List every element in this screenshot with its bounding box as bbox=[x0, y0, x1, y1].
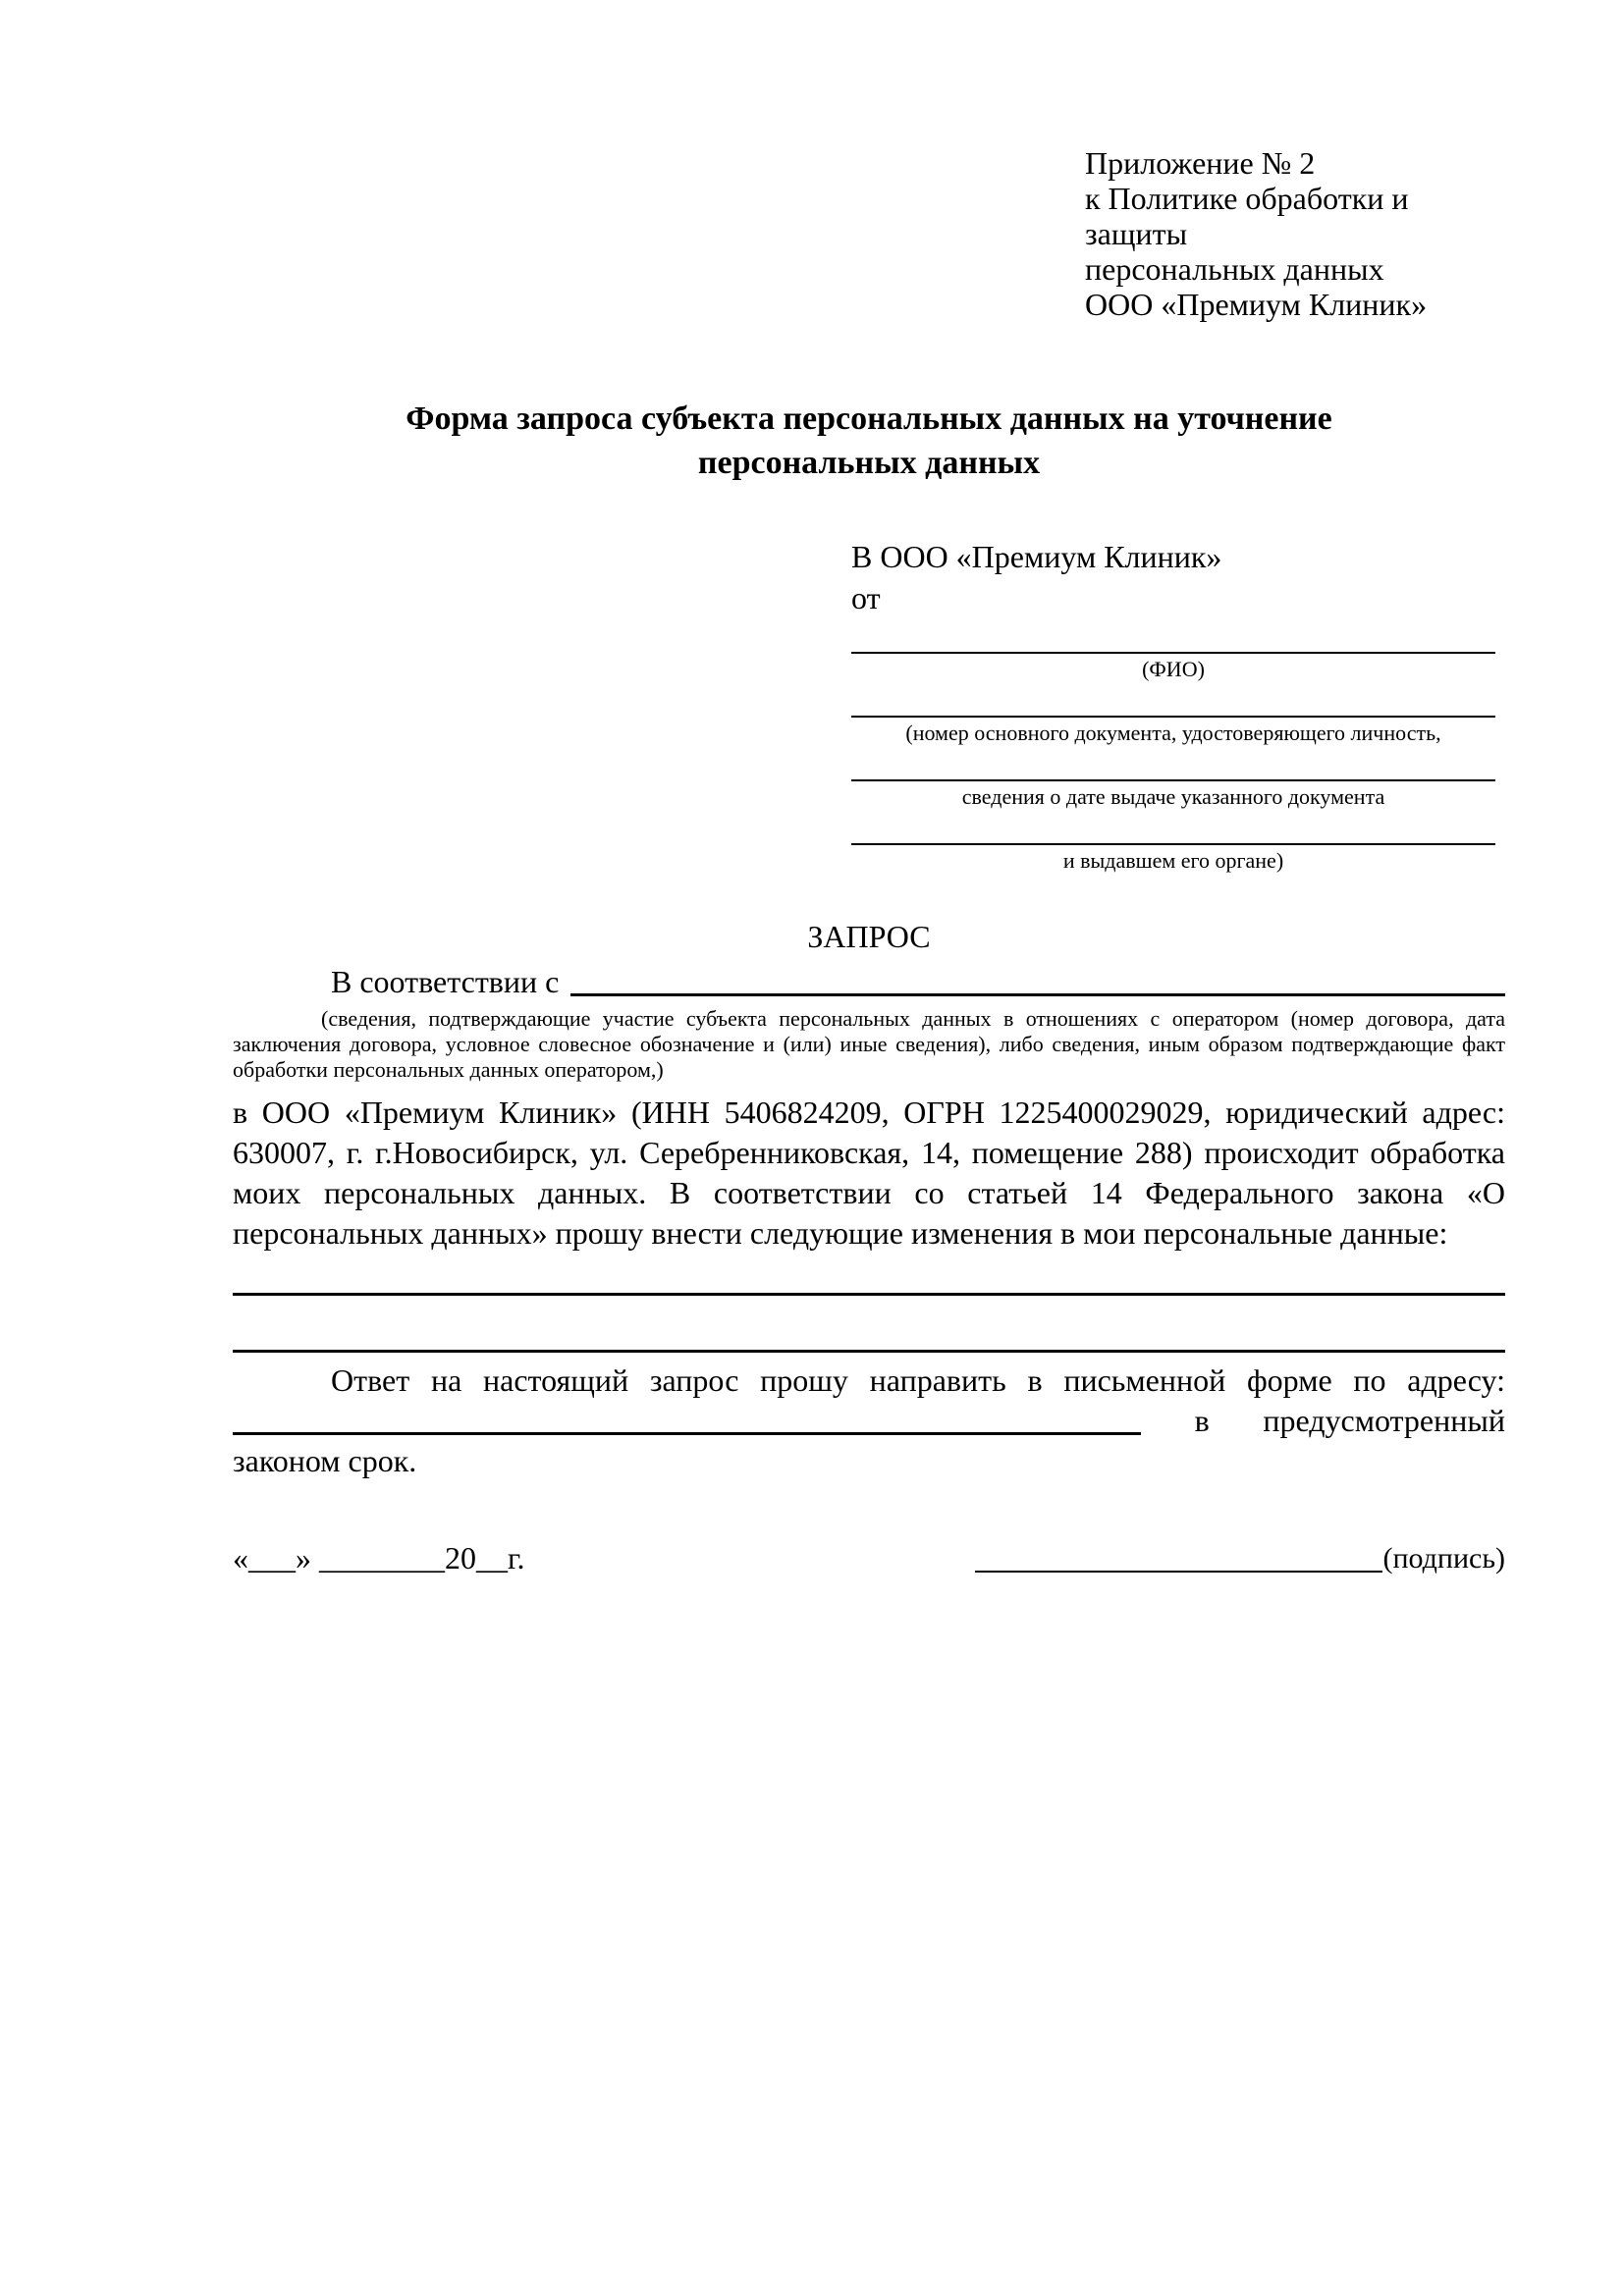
appendix-note bbox=[1085, 145, 1505, 322]
accordance-fine-print: (сведения, подтверждающие участие субъекта персональных данных в отношениях с оператором (номер договора, дата заключения договора, условное словесное обозначение и (или) иные сведения), либо сведения, иным образом подтверждающие факт обработки персональных данных оператором,) bbox=[233, 1006, 1505, 1082]
response-request-line: Ответ на настоящий запрос прошу направить в письменной форме по адресу: bbox=[331, 1362, 1505, 1398]
fio-caption: (ФИО) bbox=[1142, 657, 1205, 681]
form-title bbox=[233, 397, 1505, 485]
signature-group bbox=[975, 1538, 1505, 1578]
accordance-label: В соответствии с bbox=[331, 964, 560, 999]
appendix-line-3: персональных данных bbox=[1085, 251, 1384, 287]
accordance-row bbox=[233, 962, 1505, 1002]
addressee-block bbox=[851, 536, 1495, 874]
addressee-org: В ООО «Премиум Клиник» bbox=[851, 539, 1222, 574]
request-body-paragraph: в ООО «Премиум Клиник» (ИНН 5406824209, ОГРН 1225400029029, юридический адрес: 630007, г. г.Новосибирск, ул. Серебренниковская, 14, помещение 288) происходит обработка моих персональных данных. В соответствии со статьей 14 Федерального закона «О персональных данных» прошу внести следующие изменения в мои персональные данные: bbox=[233, 1095, 1505, 1251]
issuing-authority-field bbox=[851, 843, 1495, 874]
form-title-line-2: персональных данных bbox=[697, 445, 1041, 481]
response-term-line: законом срок. bbox=[233, 1443, 417, 1478]
date-template: «___» ________20__г. bbox=[233, 1540, 525, 1575]
changes-blank-block bbox=[233, 1293, 1505, 1353]
date-signature-row bbox=[233, 1538, 1505, 1578]
response-address-row bbox=[233, 1401, 1505, 1441]
issue-date-caption: сведения о дате выдаче указанного документа bbox=[961, 784, 1385, 809]
fio-field bbox=[851, 652, 1495, 682]
appendix-line-1: Приложение № 2 bbox=[1085, 145, 1316, 181]
changes-blank-line-2 bbox=[233, 1350, 1505, 1353]
appendix-line-2: к Политике обработки и защиты bbox=[1085, 181, 1409, 251]
changes-blank-line-1 bbox=[233, 1293, 1505, 1296]
issue-date-field bbox=[851, 779, 1495, 810]
document-number-caption: (номер основного документа, удостоверяющего личность, bbox=[905, 721, 1441, 745]
appendix-line-4: ООО «Премиум Клиник» bbox=[1085, 287, 1428, 322]
signature-caption: (подпись) bbox=[1382, 1542, 1505, 1575]
request-heading: ЗАПРОС bbox=[807, 919, 931, 954]
accordance-blank-line bbox=[570, 993, 1505, 996]
form-title-line-1: Форма запроса субъекта персональных данных на уточнение bbox=[406, 400, 1332, 437]
response-word-term: предусмотренный bbox=[1263, 1403, 1505, 1438]
document-number-field bbox=[851, 716, 1495, 746]
addressee-from-label: от bbox=[851, 580, 881, 615]
signature-blank-line bbox=[975, 1571, 1382, 1573]
address-blank-line bbox=[233, 1432, 1141, 1435]
response-word-v: в bbox=[1194, 1403, 1210, 1438]
issuing-authority-caption: и выдавшем его органе) bbox=[1062, 848, 1284, 873]
